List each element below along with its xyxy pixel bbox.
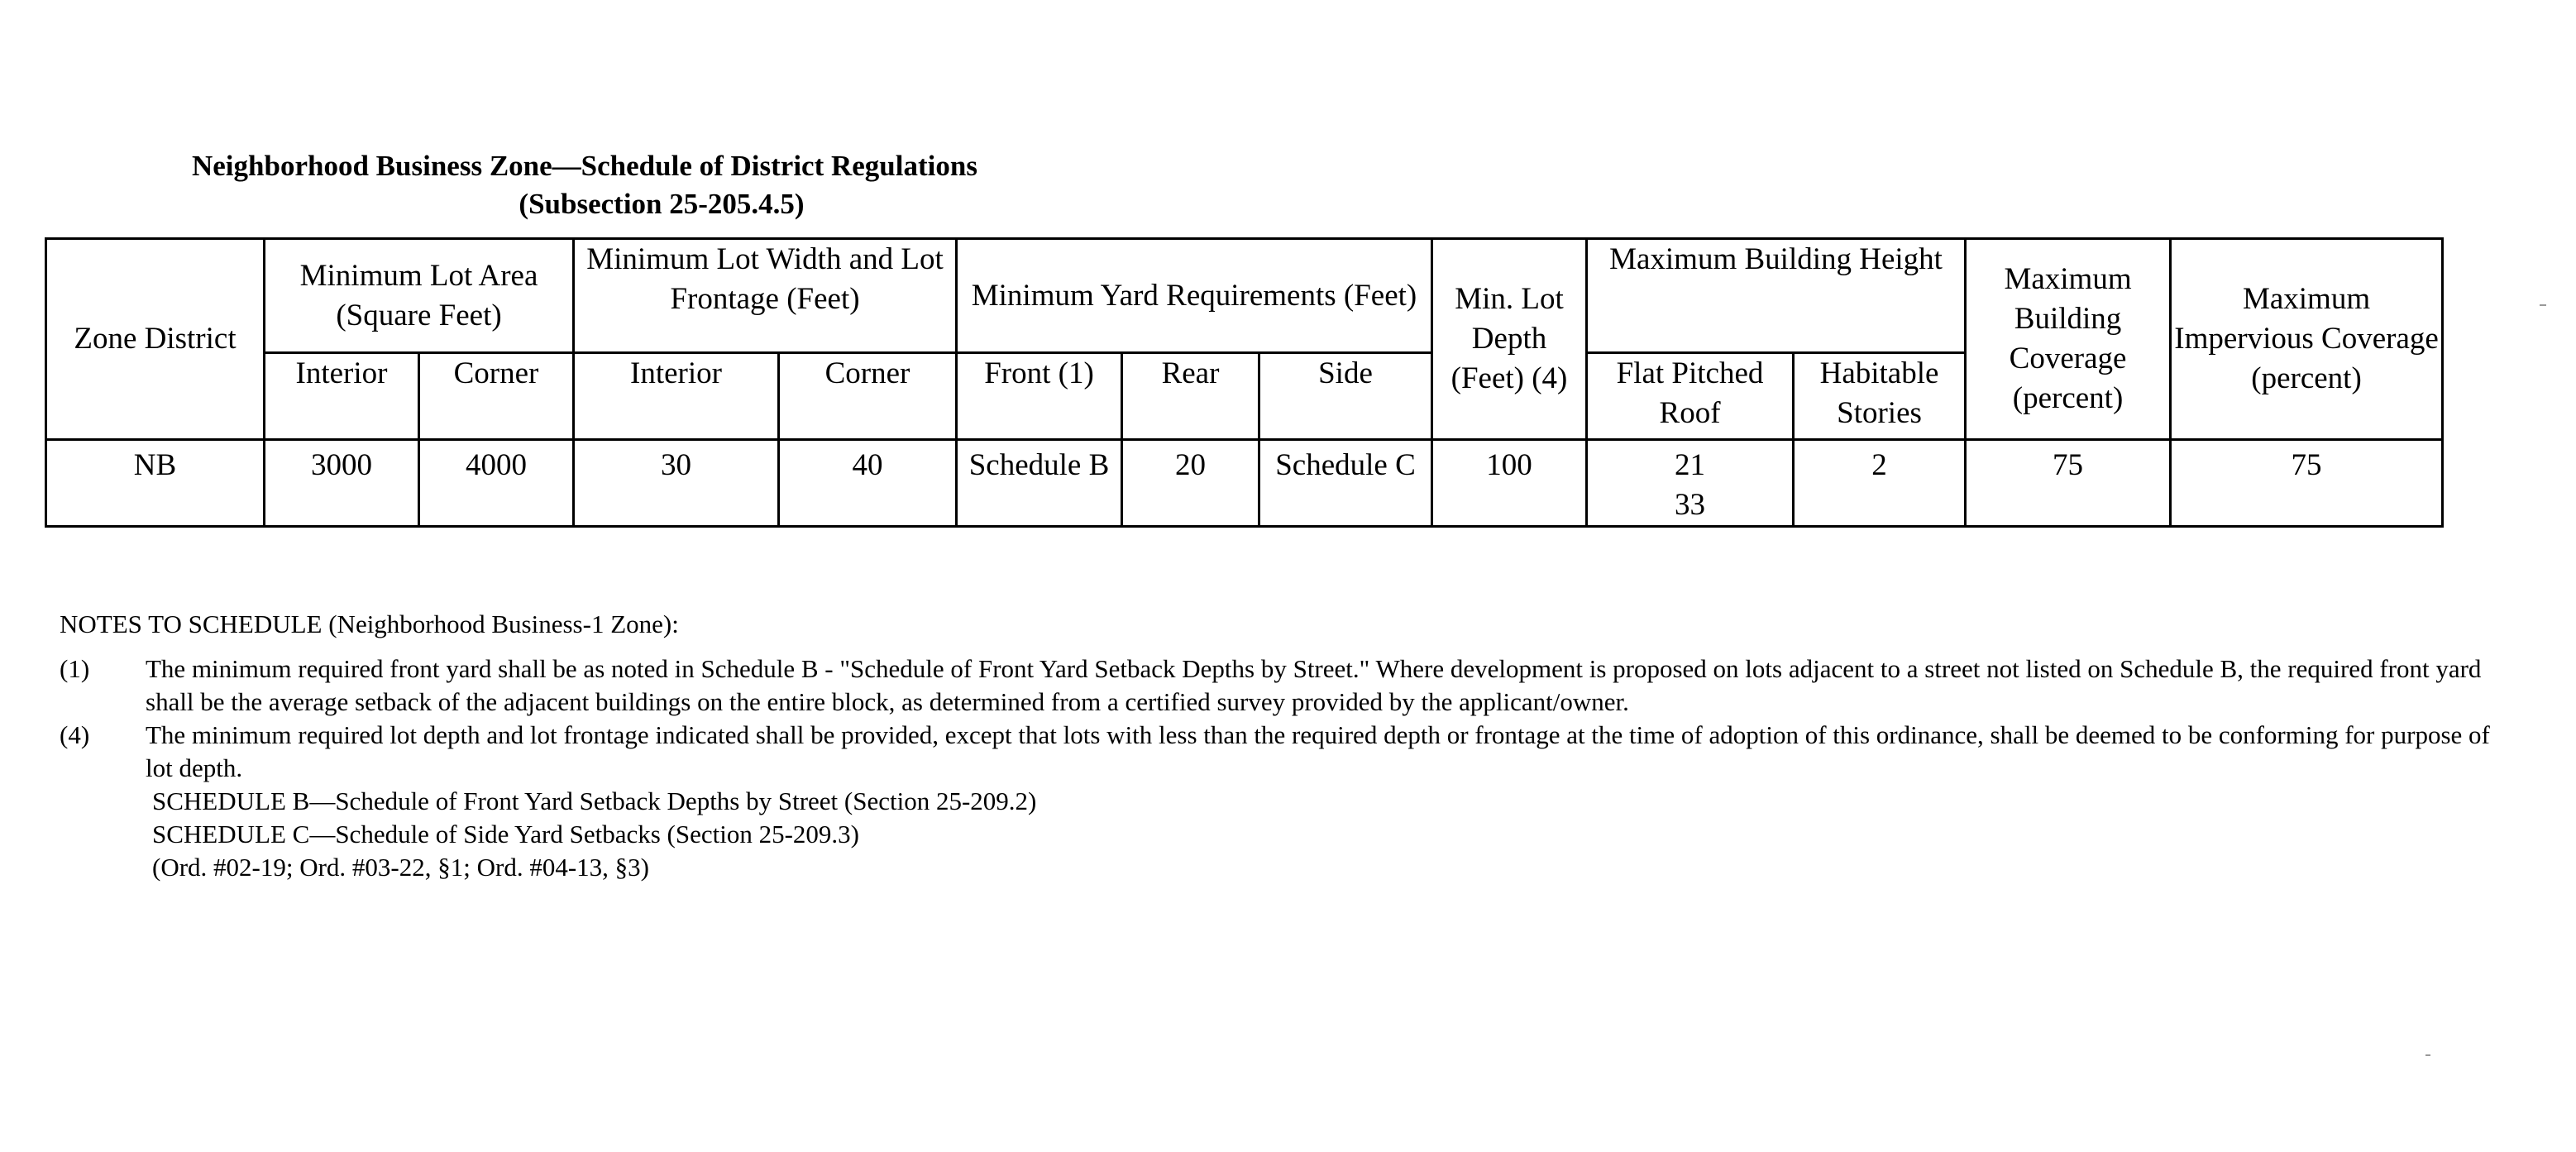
cell-height-flat-pitched — [1587, 440, 1794, 527]
header-width-corner: Corner — [779, 353, 957, 440]
schedule-b-reference: SCHEDULE B—Schedule of Front Yard Setback Depths by Street (Section 25-209.2) — [152, 786, 1037, 815]
header-min-lot-width: Minimum Lot Width and Lot Frontage (Feet) — [574, 239, 957, 353]
cell-yard-side: Schedule C — [1259, 440, 1432, 527]
document-title — [192, 147, 1131, 223]
header-yard-front: Front (1) — [957, 353, 1122, 440]
cell-height-pitched: 33 — [1675, 488, 1706, 522]
scan-mark-divider — [2540, 304, 2546, 306]
header-max-building-coverage: Maximum Building Coverage (percent) — [1966, 239, 2171, 440]
header-min-lot-depth: Min. Lot Depth (Feet) (4) — [1432, 239, 1587, 440]
note-text: The minimum required front yard shall be as noted in Schedule B - "Schedule of Front Yard Setback Depths by Street." Where development is proposed on lots adjacent to a street not listed on Schedule B, the required front yard shall be the average setback of the adjacent buildings on the entire block, as determined from a certified survey provided by the applicant/owner. — [146, 654, 2482, 716]
cell-building-coverage: 75 — [1966, 440, 2171, 527]
cell-lot-depth: 100 — [1432, 440, 1587, 527]
header-height-habitable: Habitable Stories — [1794, 353, 1966, 440]
header-width-interior: Interior — [574, 353, 779, 440]
note-number: (4) — [60, 720, 90, 749]
header-yard-rear: Rear — [1122, 353, 1259, 440]
district-regulations-table — [45, 237, 2444, 528]
cell-yard-front: Schedule B — [957, 440, 1122, 527]
note-item-1 — [60, 652, 2507, 719]
scan-mark-divider — [2425, 1054, 2430, 1056]
header-zone-district: Zone District — [46, 239, 265, 440]
title-line-1: Neighborhood Business Zone—Schedule of District Regulations — [192, 150, 977, 182]
cell-zone: NB — [46, 440, 265, 527]
header-area-interior: Interior — [265, 353, 419, 440]
cell-height-flat: 21 — [1675, 448, 1706, 482]
header-row-1 — [46, 239, 2443, 353]
notes-heading: NOTES TO SCHEDULE (Neighborhood Business-1 Zone): — [60, 609, 679, 638]
notes-section — [60, 608, 2507, 884]
title-line-2: (Subsection 25-205.4.5) — [519, 188, 805, 220]
cell-habitable-stories: 2 — [1794, 440, 1966, 527]
header-max-building-height: Maximum Building Height — [1587, 239, 1966, 353]
cell-width-corner: 40 — [779, 440, 957, 527]
header-min-yard: Minimum Yard Requirements (Feet) — [957, 239, 1432, 353]
header-min-lot-area: Minimum Lot Area (Square Feet) — [265, 239, 574, 353]
note-item-4 — [60, 719, 2507, 785]
schedule-references — [60, 785, 2507, 884]
cell-width-interior: 30 — [574, 440, 779, 527]
schedule-c-reference: SCHEDULE C—Schedule of Side Yard Setbacks (Section 25-209.3) — [152, 820, 859, 848]
header-yard-side: Side — [1259, 353, 1432, 440]
cell-yard-rear: 20 — [1122, 440, 1259, 527]
cell-impervious-coverage: 75 — [2171, 440, 2443, 527]
cell-area-corner: 4000 — [419, 440, 574, 527]
note-text: The minimum required lot depth and lot frontage indicated shall be provided, except that lots with less than the required depth or frontage at the time of adoption of this ordinance, shall be deemed to be conforming for purpose of lot depth. — [146, 720, 2490, 782]
note-number: (1) — [60, 654, 90, 683]
table-row — [46, 440, 2443, 527]
ordinance-references: (Ord. #02-19; Ord. #03-22, §1; Ord. #04-13, §3) — [152, 853, 649, 882]
header-height-flat-pitched: Flat Pitched Roof — [1587, 353, 1794, 440]
header-max-impervious-coverage: Maximum Impervious Coverage (percent) — [2171, 239, 2443, 440]
cell-area-interior: 3000 — [265, 440, 419, 527]
header-area-corner: Corner — [419, 353, 574, 440]
